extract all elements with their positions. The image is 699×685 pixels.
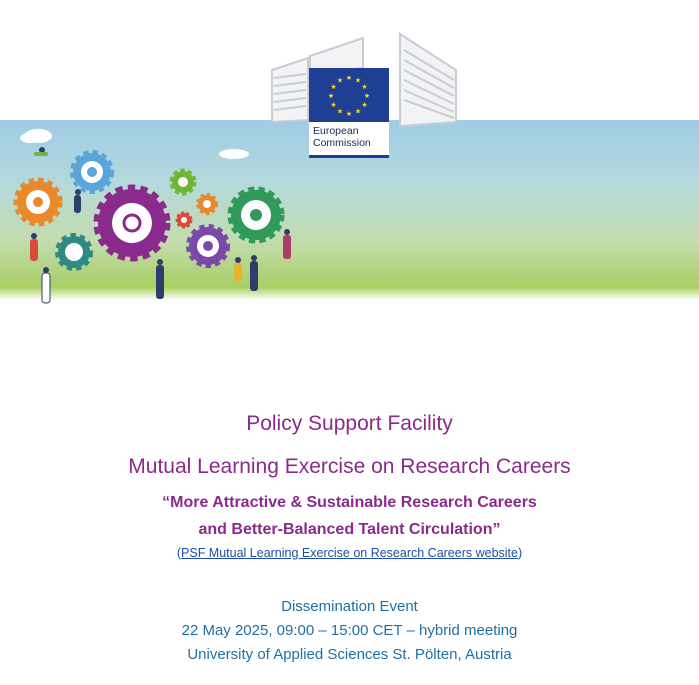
gear-icon bbox=[189, 227, 227, 265]
gear-icon bbox=[73, 153, 111, 191]
exercise-title: Mutual Learning Exercise on Research Careers bbox=[128, 455, 571, 478]
svg-text:★: ★ bbox=[354, 76, 362, 85]
gear-icon bbox=[172, 171, 194, 193]
svg-text:★: ★ bbox=[336, 107, 344, 116]
org-line2: Commission bbox=[313, 137, 371, 149]
svg-text:★: ★ bbox=[361, 101, 368, 109]
svg-text:★: ★ bbox=[361, 83, 368, 91]
facility-title: Policy Support Facility bbox=[246, 412, 453, 435]
svg-text:★: ★ bbox=[330, 101, 337, 109]
gear-icon bbox=[198, 195, 216, 213]
event-venue: University of Applied Sciences St. Pölten, Austria bbox=[187, 646, 512, 663]
gear-icon bbox=[177, 213, 191, 227]
quote-line-1: “More Attractive & Sustainable Research Careers bbox=[162, 494, 537, 511]
european-commission-wordmark bbox=[309, 122, 389, 158]
event-type: Dissemination Event bbox=[281, 598, 418, 615]
cloud-icon bbox=[20, 129, 249, 159]
quote-line-2: and Better-Balanced Talent Circulation” bbox=[198, 521, 501, 538]
svg-text:★: ★ bbox=[336, 76, 344, 85]
svg-text:★: ★ bbox=[330, 83, 337, 91]
link-close-paren: ) bbox=[517, 546, 523, 560]
svg-text:★: ★ bbox=[354, 107, 362, 116]
gear-icon bbox=[17, 181, 59, 223]
svg-text:★: ★ bbox=[345, 110, 353, 118]
svg-text:★: ★ bbox=[327, 92, 335, 100]
website-link[interactable]: PSF Mutual Learning Exercise on Research Careers website bbox=[181, 546, 518, 560]
gear-icon bbox=[231, 190, 281, 240]
event-datetime: 22 May 2025, 09:00 – 15:00 CET – hybrid meeting bbox=[181, 622, 518, 639]
gear-icon bbox=[98, 189, 166, 257]
gear-icon bbox=[58, 236, 90, 268]
website-link-line bbox=[0, 546, 699, 560]
eu-flag-icon bbox=[309, 68, 389, 122]
svg-text:★: ★ bbox=[363, 92, 371, 100]
org-line1: European bbox=[313, 125, 359, 137]
link-open-paren: ( bbox=[176, 546, 182, 560]
svg-text:★: ★ bbox=[345, 74, 353, 82]
